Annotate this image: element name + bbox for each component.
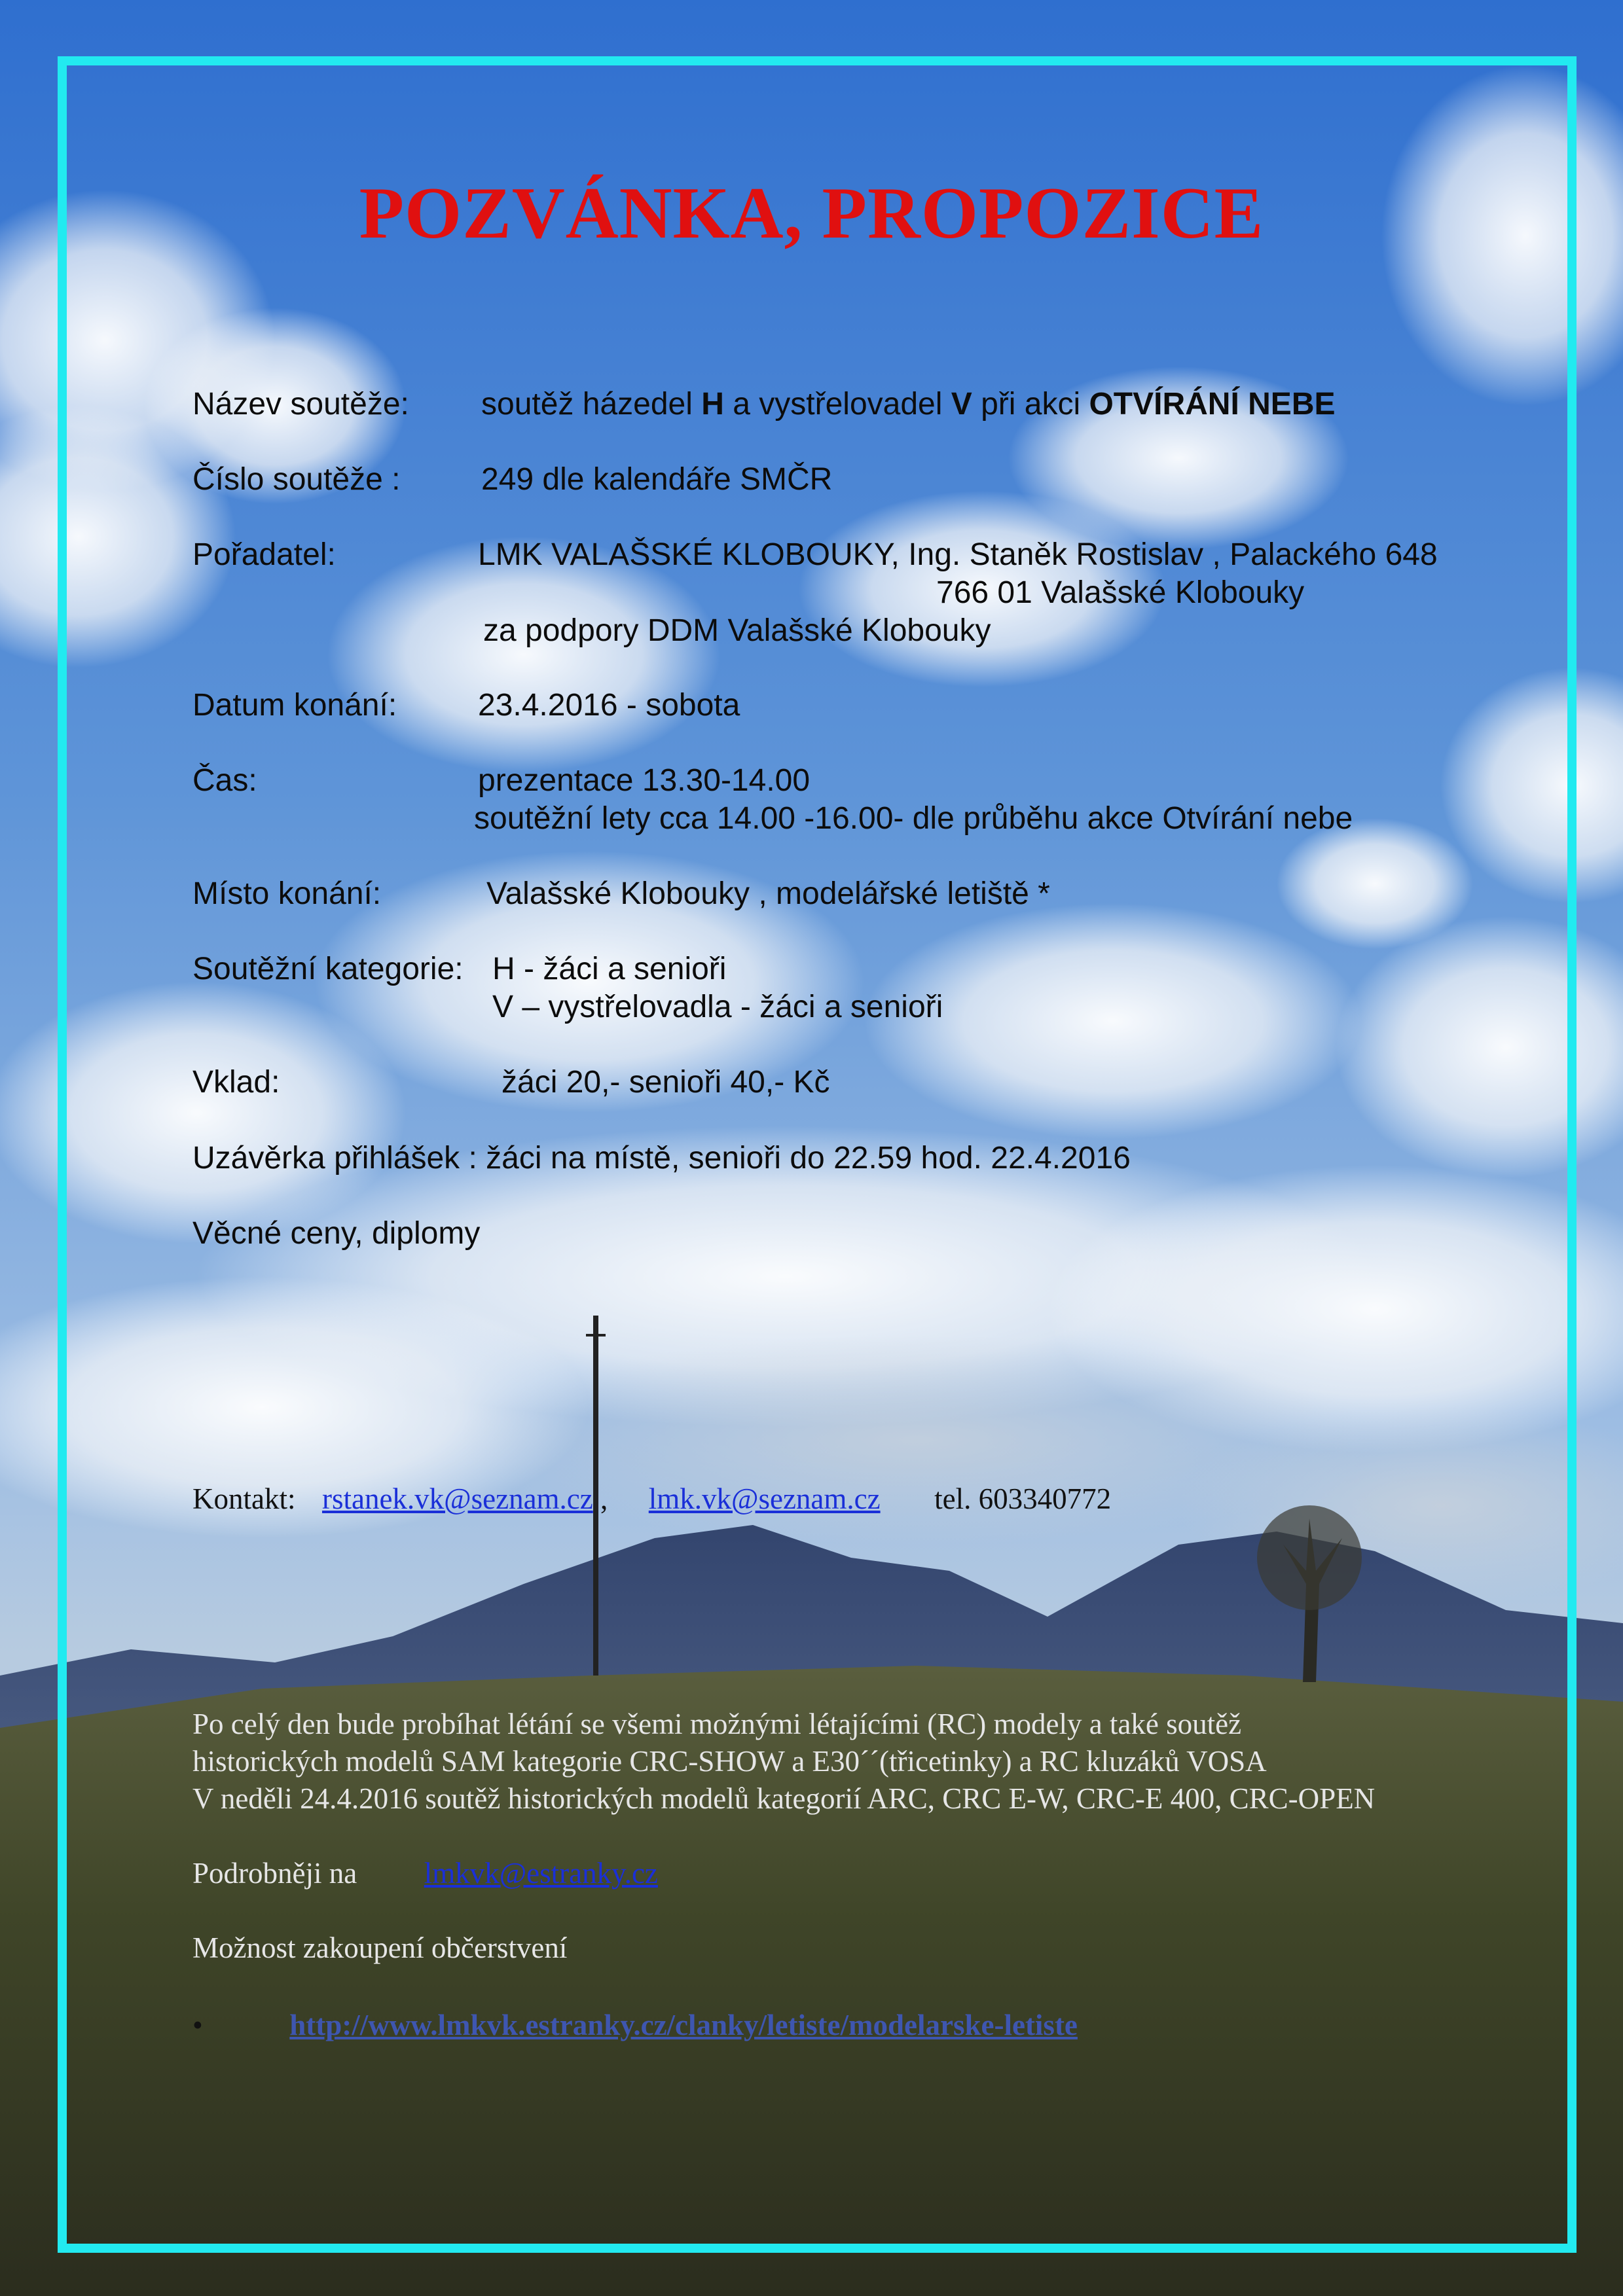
kontakt-separator: , bbox=[600, 1482, 608, 1515]
podrobneji-row bbox=[192, 1856, 658, 1890]
info-line3: V neděli 24.4.2016 soutěž historických modelů kategorií ARC, CRC E-W, CRC-E 400, CRC-OPEN bbox=[192, 1782, 1376, 1815]
poradatel-line2: 766 01 Valašské Klobouky bbox=[936, 575, 1305, 610]
uzaverka-text: Uzávěrka přihlášek : žáci na místě, senioři do 22.59 hod. 22.4.2016 bbox=[192, 1141, 1131, 1175]
email-link-rstanek[interactable]: rstanek.vk@seznam.cz bbox=[321, 1482, 593, 1515]
vklad-label: Vklad: bbox=[192, 1065, 280, 1100]
cas-line1: prezentace 13.30-14.00 bbox=[478, 763, 811, 798]
obcerstveni-text: Možnost zakoupení občerstvení bbox=[192, 1931, 568, 1964]
vklad-value: žáci 20,- senioři 40,- Kč bbox=[501, 1065, 830, 1100]
misto-label: Místo konání: bbox=[192, 876, 382, 911]
cas-label: Čas: bbox=[192, 763, 257, 798]
kontakt-row bbox=[192, 1482, 1111, 1516]
poradatel-line1: LMK VALAŠSKÉ KLOBOUKY, Ing. Staněk Rostislav , Palackého 648 bbox=[478, 537, 1438, 572]
misto-value: Valašské Klobouky , modelářské letiště * bbox=[486, 876, 1050, 911]
datum-value: 23.4.2016 - sobota bbox=[478, 688, 740, 723]
kategorie-line2: V – vystřelovadla - žáci a senioři bbox=[492, 990, 943, 1024]
url-list-item bbox=[192, 2008, 1078, 2042]
poradatel-line3: za podpory DDM Valašské Klobouky bbox=[483, 613, 991, 648]
estranky-email-link[interactable]: lmkvk@estranky.cz bbox=[424, 1857, 658, 1890]
poradatel-label: Pořadatel: bbox=[192, 537, 336, 572]
kontakt-label: Kontakt: bbox=[192, 1482, 296, 1515]
cislo-label: Číslo soutěže : bbox=[192, 462, 401, 497]
info-line1: Po celý den bude probíhat létání se všemi možnými létajícími (RC) modely a také soutěž bbox=[192, 1708, 1242, 1740]
info-line2: historických modelů SAM kategorie CRC-SHOW a E30´´(třicetinky) a RC kluzáků VOSA bbox=[192, 1745, 1267, 1778]
nazev-label: Název soutěže: bbox=[192, 387, 409, 422]
email-link-lmk[interactable]: lmk.vk@seznam.cz bbox=[648, 1482, 881, 1515]
datum-label: Datum konání: bbox=[192, 688, 397, 723]
kategorie-line1: H - žáci a senioři bbox=[492, 952, 727, 986]
nazev-value: soutěž házedel H a vystřelovadel V při akci OTVÍRÁNÍ NEBE bbox=[481, 387, 1336, 422]
page-title: POZVÁNKA, PROPOZICE bbox=[359, 173, 1264, 254]
bullet-icon: • bbox=[192, 2009, 203, 2041]
airfield-url-link[interactable]: http://www.lmkvk.estranky.cz/clanky/letiste/modelarske-letiste bbox=[289, 2009, 1078, 2041]
cislo-value: 249 dle kalendáře SMČR bbox=[481, 462, 833, 497]
kategorie-label: Soutěžní kategorie: bbox=[192, 952, 464, 986]
kontakt-phone: tel. 603340772 bbox=[934, 1482, 1112, 1515]
podrobneji-label: Podrobněji na bbox=[192, 1857, 357, 1890]
ceny-text: Věcné ceny, diplomy bbox=[192, 1216, 481, 1251]
cas-line2: soutěžní lety cca 14.00 -16.00- dle průběhu akce Otvírání nebe bbox=[474, 801, 1353, 836]
